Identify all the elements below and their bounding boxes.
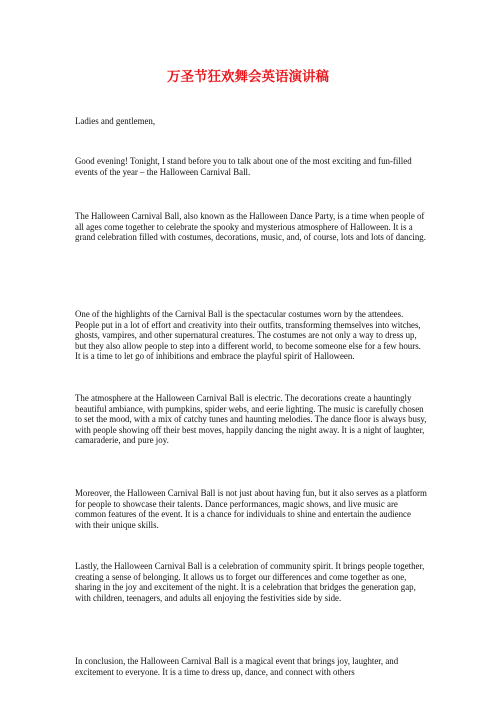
- community-paragraph: Lastly, the Halloween Carnival Ball is a celebration of community spirit. It brings people together, creating a sense of belonging. It allows us to forget our differences and come together as one, sharing in the joy and excitement of the night. It is a celebration that bridges the generation gap, with children, teenagers, and adults all enjoying the festivities side by side.: [75, 561, 425, 603]
- greeting-paragraph: Good evening! Tonight, I stand before you to talk about one of the most exciting and fun-filled events of the year – the Halloween Carnival Ball.: [75, 156, 412, 177]
- conclusion-paragraph: In conclusion, the Halloween Carnival Ball is a magical event that brings joy, laughter, and excitement to everyone. It is a time to dress up, dance, and connect with others: [75, 656, 399, 677]
- salutation-paragraph: Ladies and gentlemen,: [75, 116, 156, 126]
- atmosphere-paragraph: The atmosphere at the Halloween Carnival Ball is electric. The decorations create a hauntingly beautiful ambiance, with pumpkins, spider webs, and eerie lighting. The music is carefully chosen to set the mood, with a mix of catchy tunes and haunting melodies. The dance floor is always busy, with people showing off their best moves, happily dancing the night away. It is a night of laughter, camaraderie, and pure joy.: [75, 393, 427, 446]
- intro-paragraph: The Halloween Carnival Ball, also known as the Halloween Dance Party, is a time when people of all ages come together to celebrate the spooky and mysterious atmosphere of Halloween. It is a grand celebration filled with costumes, decorations, music, and, of course, lots and lots of dancing.: [75, 211, 426, 243]
- costumes-paragraph: One of the highlights of the Carnival Ball is the spectacular costumes worn by the attendees. People put in a lot of effort and creativity into their outfits, transforming themselves into witches, ghosts, vampires, and other supernatural creatures. The costumes are not only a way to dress up, but they also allow people to step into a different world, to become someone else for a few hours. It is a time to let go of inhibitions and embrace the playful spirit of Halloween.: [75, 309, 421, 362]
- document-title: 万圣节狂欢舞会英语演讲稿: [167, 69, 329, 85]
- talents-paragraph: Moreover, the Halloween Carnival Ball is not just about having fun, but it also serves as a platform for people to showcase their talents. Dance performances, magic shows, and live music are common features of the event. It is a chance for individuals to shine and entertain the audience with their unique skills.: [75, 488, 427, 530]
